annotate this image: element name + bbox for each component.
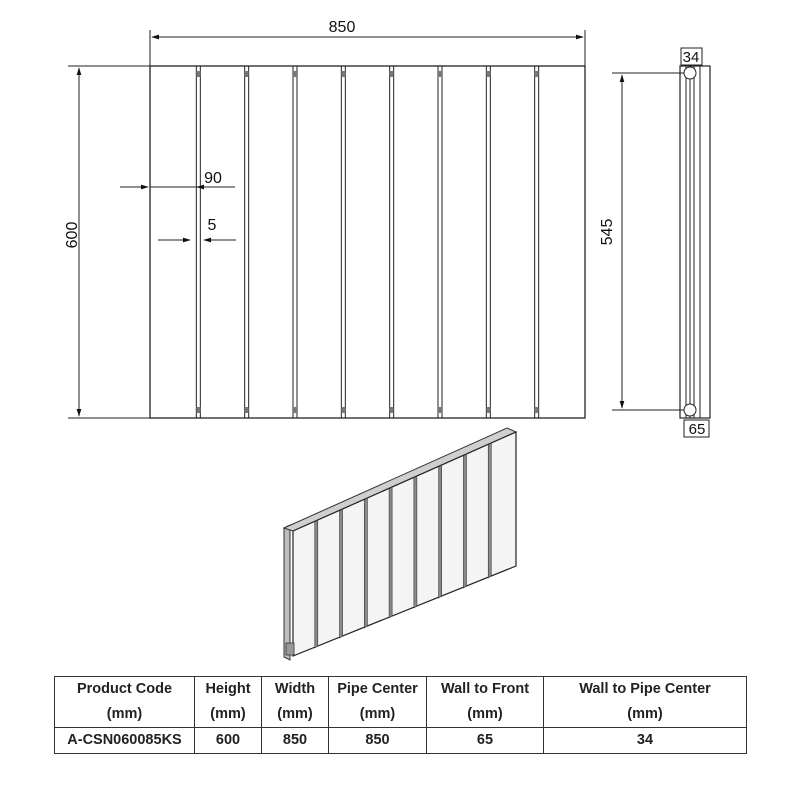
width-dimension xyxy=(150,19,585,66)
header-width: Width (mm) xyxy=(262,677,329,728)
pipe-center-label: 545 xyxy=(599,218,616,246)
column-end-mark xyxy=(245,407,249,413)
header-height: Height (mm) xyxy=(195,677,262,728)
isometric-column-groove xyxy=(439,465,442,598)
column-end-mark xyxy=(438,71,442,77)
column-end-mark xyxy=(293,407,297,413)
isometric-column-groove xyxy=(364,498,367,628)
radiator-front-outline xyxy=(150,66,585,418)
column-end-mark xyxy=(245,71,249,77)
side-view xyxy=(599,48,710,438)
wall-to-pipe-label: 34 xyxy=(682,49,700,66)
column-end-mark xyxy=(341,407,345,413)
cell-pipe-center: 850 xyxy=(329,728,427,754)
column-end-mark xyxy=(535,71,539,77)
isometric-column-groove xyxy=(414,476,417,608)
column-end-mark xyxy=(390,71,394,77)
header-wall-to-pipe-center: Wall to Pipe Center (mm) xyxy=(544,677,747,728)
column-width-label: 90 xyxy=(204,170,222,187)
column-end-mark xyxy=(196,71,200,77)
column-end-mark xyxy=(341,71,345,77)
isometric-column-groove xyxy=(315,520,318,648)
header-pipe-center: Pipe Center (mm) xyxy=(329,677,427,728)
column-end-mark xyxy=(486,407,490,413)
cell-height: 600 xyxy=(195,728,262,754)
cell-wall-to-pipe-center: 34 xyxy=(544,728,747,754)
isometric-column-groove xyxy=(389,487,392,618)
cell-wall-to-front: 65 xyxy=(427,728,544,754)
column-end-mark xyxy=(196,407,200,413)
height-dimension xyxy=(64,66,150,418)
pipe-center-dimension xyxy=(599,73,684,410)
height-label: 600 xyxy=(64,221,81,249)
front-view xyxy=(64,19,585,418)
isometric-column-groove xyxy=(340,509,343,638)
cell-width: 850 xyxy=(262,728,329,754)
top-pipe-circle xyxy=(684,67,696,79)
column-end-mark xyxy=(438,407,442,413)
header-wall-to-front: Wall to Front (mm) xyxy=(427,677,544,728)
wall-to-front-label: 65 xyxy=(688,421,706,438)
column-end-mark xyxy=(486,71,490,77)
width-label: 850 xyxy=(328,19,356,36)
column-end-mark xyxy=(535,407,539,413)
spec-table-row xyxy=(55,728,747,754)
spec-table xyxy=(54,676,747,754)
column-end-mark xyxy=(293,71,297,77)
gap-label: 5 xyxy=(207,217,217,234)
cell-product-code: A-CSN060085KS xyxy=(55,728,195,754)
isometric-column-groove xyxy=(488,443,491,578)
bottom-pipe-circle xyxy=(684,404,696,416)
spec-table-header-row xyxy=(55,677,747,728)
isometric-column-groove xyxy=(463,454,466,588)
column-end-mark xyxy=(390,407,394,413)
header-product-code: Product Code (mm) xyxy=(55,677,195,728)
isometric-view xyxy=(284,428,516,660)
